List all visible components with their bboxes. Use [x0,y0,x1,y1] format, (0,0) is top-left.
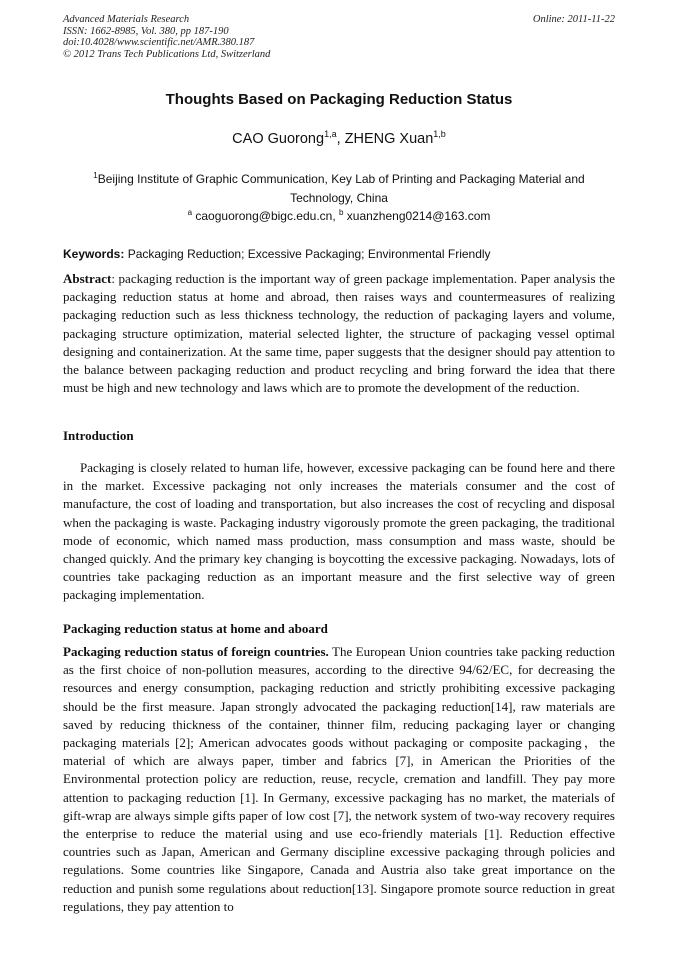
keywords-label: Keywords: [63,247,125,261]
keywords-text: Packaging Reduction; Excessive Packaging; Environmental Friendly [124,247,491,261]
issn-line: ISSN: 1662-8985, Vol. 380, pp 187-190 [63,25,229,37]
email-b-marker: b [339,208,344,217]
abstract-label: Abstract [63,271,112,286]
abstract-text: : packaging reduction is the important way of green package implementation. Paper analysis the packaging reduction status at home and abroad, then raises ways and countermeasures of realizing packaging reduction such as less thickness technology, the reduction of packaging layers and volume, packaging structure optimization, material selected lighter, the structure of packaging vessel optimal designing and containerization. At the same time, paper suggests that the designer should pay attention to the balance between packaging reduction and product recycling and bring forward the idea that there must be high and new technology and laws which are to promote the development of the reduction. [63,271,615,396]
section-2-heading: Packaging reduction status at home and aboard [63,621,328,636]
author-1-affil: 1,a [324,129,337,139]
online-date: Online: 2011-11-22 [532,14,615,25]
author-1: CAO Guorong [232,130,325,147]
email-b: xuanzheng0214@163.com [343,209,491,223]
paper-title: Thoughts Based on Packaging Reduction Status [165,91,513,108]
introduction-paragraph: Packaging is closely related to human life, however, excessive packaging can be found here and there in the market. Excessive packaging not only increases the materials consumer and the cost of manufacture, the cost of loading and transportation, but also increases the cost of recycling and disposal when the packaging is waste. Packaging industry vigorously promote the green packaging, the traditional mode of economic, which named mass production, mass consumption and mass waste, should be changed quickly. And the primary key changing is boycotting the excessive packaging. Nowadays, lots of countries take packaging reduction as an important measure and the first selective way of green packaging implementation. [63,460,615,603]
email-a-marker: a [187,208,193,217]
email-a: caoguorong@bigc.edu.cn, [192,209,339,223]
doi-line: doi:10.4028/www.scientific.net/AMR.380.187 [63,37,255,48]
affiliation-text: Beijing Institute of Graphic Communication, Key Lab of Printing and Packaging Material and Technology, China [97,172,585,205]
author-separator: , [336,130,345,147]
introduction-heading: Introduction [63,428,134,443]
section-2-lead: Packaging reduction status of foreign countries. [63,644,329,659]
journal-header [63,14,615,60]
author-line [63,129,615,147]
abstract [63,270,615,397]
affiliation-marker: 1 [93,171,98,180]
author-2: ZHENG Xuan [344,130,434,147]
keywords [63,247,615,261]
section-2-paragraph [63,643,615,916]
email-line [63,208,615,223]
copyright-line: © 2012 Trans Tech Publications Ltd, Switzerland [63,48,271,60]
journal-name: Advanced Materials Research [63,14,190,25]
section-2-text: The European Union countries take packing reduction as the first choice of non-pollution measures, according to the directive 94/62/EC, for decreasing the resources and energy consumption, packaging reduction and strictly prohibiting excessive packaging should be the first measure. Japan strongly advocated the packaging reduction[14], raw materials are saved by reducing thickness of the container, thinner film, reducing packaging layer or changing packaging materials [2]; American advocates goods without packaging or composite packaging，the material of which are always paper, timber and fabrics [7], in American the Priorities of the Environmental protection policy are reduction, reuse, recycle, cremation and landfill. They pay more attention to packaging reduction [1]. In Germany, excessive packaging has no market, the materials of gift-wrap are always simple gifts paper of low cost [7], the network system of two-way recovery requires the enterprise to reduce the material using and use eco-friendly materials [1]. Reduction effective countries such as Japan, American and Germany discipline excessive packaging through policies and regulations. Some countries like Singapore, Canada and Austria also take great importance on the reduction and punish some regulations about reduction[13]. Singapore promote source reduction in great regulations, they pay attention to [63,644,615,914]
affiliation [75,166,603,208]
author-2-affil: 1,b [433,129,446,139]
